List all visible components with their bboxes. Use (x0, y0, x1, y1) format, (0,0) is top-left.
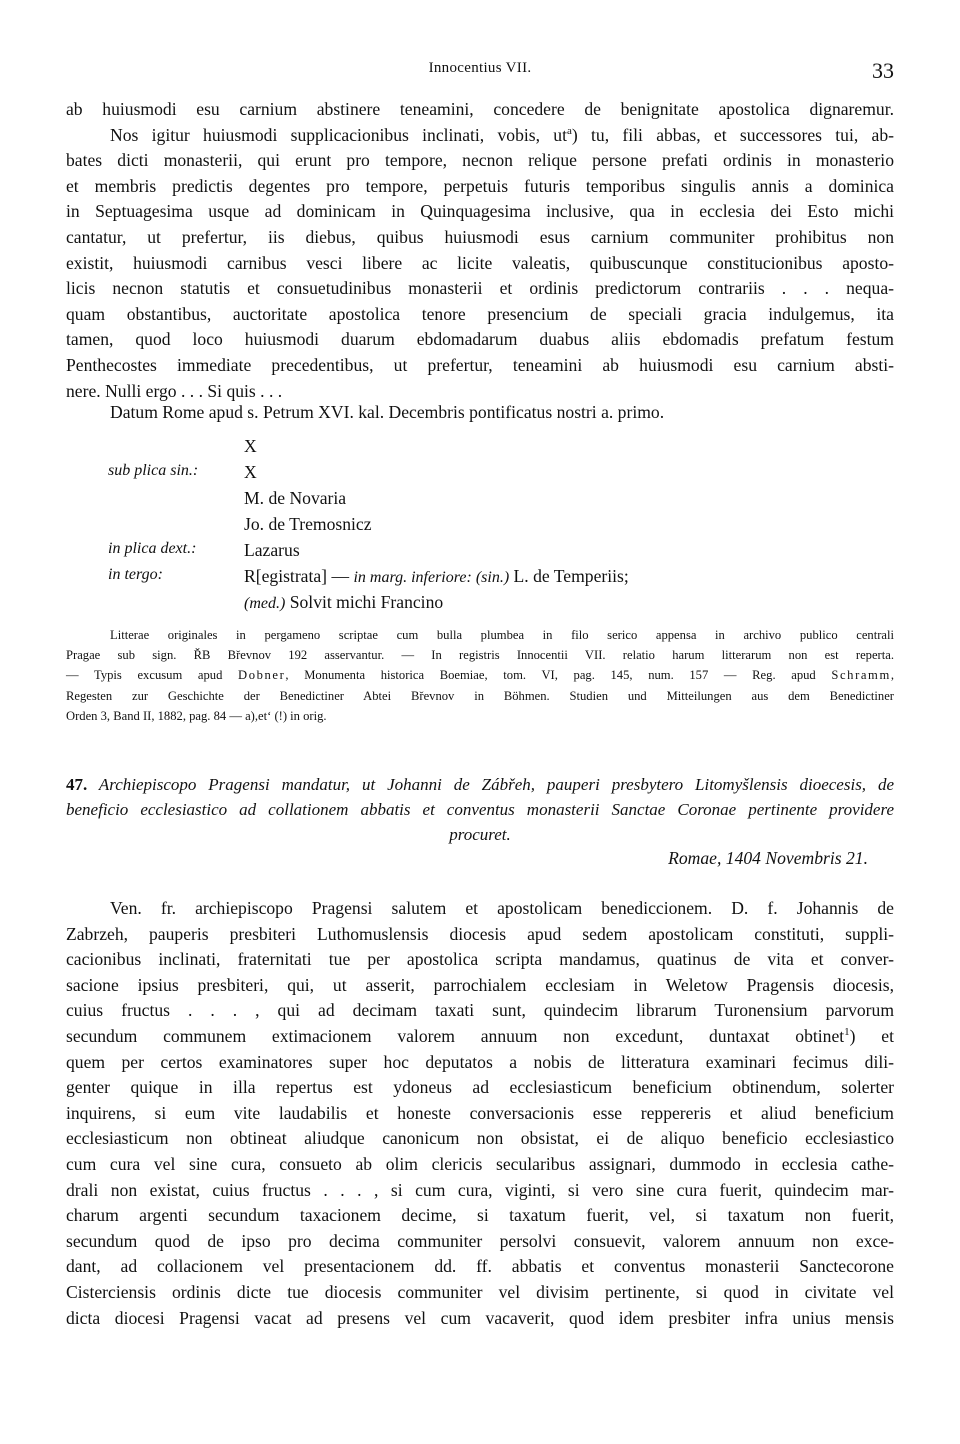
cross-mark: X (244, 436, 257, 456)
page-number: 33 (872, 58, 894, 83)
note-line (66, 665, 894, 685)
label-in-plica: in plica dext.: (108, 540, 197, 557)
running-title: Innocentius VII. (428, 60, 532, 76)
text-segment: L. de Temperiis; (513, 566, 629, 586)
text-segment: , (890, 668, 894, 683)
signature-row (0, 488, 960, 514)
signature-row (0, 592, 960, 618)
heading-line (66, 772, 894, 797)
text-segment: Nos igitur huiusmodi supplicacionibus inclinati, vobis, ut (110, 124, 567, 145)
heading-line: beneficio ecclesiastico ad collationem abbatis et conventus monasterii Sanctae Coronae pertinente providere (66, 800, 894, 819)
document-date: Romae, 1404 Novembris 21. (668, 848, 868, 868)
signature-row (0, 540, 960, 566)
text-line: inquirens, si eum vite laudabilis et honeste conversacionis esse reppereris et aliud beneficium (66, 1102, 894, 1123)
text-line: ecclesiasticum non obtineat aliudque canonicum non obsistat, ei de aliquo beneficio ecclesiastico (66, 1128, 894, 1149)
signature-row (0, 462, 960, 488)
text-line: Penthecostes immediate precedentibus, ut prefertur, teneamini ab huiusmodi esu carnium absti- (66, 354, 894, 375)
text-line: cacionibus inclinati, fraternitati tue per apostolica scripta mandamus, quatinus de vita et conver- (66, 949, 894, 970)
datum-line: Datum Rome apud s. Petrum XVI. kal. Decembris pontificatus nostri a. primo. (110, 402, 665, 422)
text-line: genter quique in illa repertus est ydoneus ad ecclesiasticum beneficium obtinendum, solerter (66, 1077, 894, 1098)
note-line: Orden 3, Band II, 1882, pag. 84 — a),et‘ (!) in orig. (66, 708, 327, 723)
solvit-note (244, 592, 443, 613)
signature-row (0, 514, 960, 540)
text-line: quam obstantibus, auctoritate apostolica tenore presencium de speciali gracia indulgemus, ita (66, 303, 894, 324)
text-line: bates dicti monasterii, qui erunt pro tempore, necnon relique persone prefati ordinis in monasterio (66, 150, 894, 171)
document-text (66, 896, 894, 1331)
signatory-novaria: M. de Novaria (244, 488, 347, 508)
registrata-note (244, 566, 629, 587)
text-line: charum argenti secundum taxacionem decime, si taxatum fuerit, vel, si taxatum non fuerit, (66, 1205, 894, 1226)
text-segment: ) et (849, 1025, 894, 1046)
text-line: secundum quod de ipso pro decima communiter persolvi consuevit, valorem annuum non exce- (66, 1230, 894, 1251)
label-sub-plica: sub plica sin.: (108, 462, 199, 479)
signatory-tremosnicz: Jo. de Tremosnicz (244, 514, 372, 534)
text-line: quem per certos examinatores super hoc deputatos a nobis de litteratura examinari fecimus dili- (66, 1051, 894, 1072)
text-segment: in marg. inferiore: (sin.) (353, 569, 510, 586)
signatory-lazarus: Lazarus (244, 540, 300, 560)
paragraph-continued (66, 97, 894, 404)
editorial-notes (66, 625, 894, 726)
text-segment: secundum communem extimacionem valorem annuum non excedunt, duntaxat obtinet (66, 1025, 845, 1046)
text-line: drali non existat, cuius fructus . . . , si cum cura, viginti, si vero sine cura fuerit, quindecim mar- (66, 1179, 894, 1200)
heading-text: Archiepiscopo Pragensi mandatur, ut Johanni de Zábřeh, pauperi presbytero Litomyšlensis dioecesis, de (98, 775, 894, 794)
cross-mark: X (244, 462, 257, 482)
author-name: Dobner (238, 668, 286, 683)
text-line: tamen, quod loco huiusmodi duarum ebdomadarum duabus aliis ebdomadis prefatum festum (66, 329, 894, 350)
heading-line: procuret. (449, 825, 511, 844)
label-in-tergo: in tergo: (108, 566, 163, 583)
text-line (66, 123, 894, 149)
text-line: sacione ipsius presbiteri, qui, ut asserit, parrochialem ecclesiam in Weletow Pragensis diocesis, (66, 974, 894, 995)
signature-row (0, 566, 960, 592)
text-segment: — Typis excusum apud (66, 668, 223, 683)
text-line: Zabrzeh, pauperis presbiteri Luthomuslensis diocesis apud sedem apostolicam constituti, suppli- (66, 923, 894, 944)
note-line: Regesten zur Geschichte der Benedictiner Abtei Břevnov in Böhmen. Studien und Mitteilungen aus dem Benedictiner (66, 688, 894, 703)
author-name: Schramm (831, 668, 891, 683)
text-line: Ven. fr. archiepiscopo Pragensi salutem et apostolicam benediccionem. D. f. Johannis de (110, 898, 894, 918)
text-segment: R[egistrata] — (244, 566, 350, 586)
text-line: cum cura vel sine cura, consueto ab olim clericis secularibus assignari, dummodo in ecclesia cathe- (66, 1153, 894, 1174)
text-line: cantatur, ut prefertur, iis diebus, quibus huiusmodi esus carnium communiter prohibitus non (66, 226, 894, 247)
note-line: Litterae originales in pergameno scriptae cum bulla plumbea in filo serico appensa in archivo publico centrali (110, 628, 894, 642)
text-segment: , Monumenta historica Boemiae, tom. VI, pag. 145, num. 157 — Reg. apud (285, 668, 816, 683)
document-number: 47. (66, 775, 88, 794)
text-line: nere. Nulli ergo . . . Si quis . . . (66, 380, 283, 401)
text-line: dant, ad collacionem vel presentacionem dd. ff. abbatis et conventus monasterii Sanctecorone (66, 1256, 894, 1277)
text-line: et membris predictis degentes pro tempore, perpetuis futuris temporibus singulis annis a dominica (66, 175, 894, 196)
signature-row (0, 436, 960, 462)
footnote-marker: 1 (844, 1026, 850, 1039)
text-line: Cisterciensis ordinis dicte tue diocesis communiter vel divisim pertinente, si quod in civitate vel (66, 1281, 894, 1302)
document-heading (66, 772, 894, 847)
text-line: cuius fructus . . . , qui ad decimam taxati sunt, quindecim librarum Turonensium parvorum (66, 1000, 894, 1021)
text-line: dicta diocesi Pragensi vacat ad presens vel cum vacaverit, quod idem presbiter infra unius mensis (66, 1307, 894, 1328)
text-line: ab huiusmodi esu carnium abstinere teneamini, concedere de benignitate apostolica dignaremur. (66, 99, 894, 119)
text-segment: (med.) (244, 595, 286, 612)
footnote-marker: a (566, 124, 572, 137)
text-line: in Septuagesima usque ad dominicam in Quinquagesima inclusive, qua in ecclesia dei Esto michi (66, 201, 894, 222)
text-line: licis necnon statutis et consuetudinibus monasterii et ordinis predictorum contrariis . . . nequa- (66, 278, 894, 299)
text-line: existit, huiusmodi carnibus vesci libere ac licite valeatis, quibuscunque constitucionibus aposto- (66, 252, 894, 273)
text-line (66, 1024, 894, 1050)
text-segment: Solvit michi Francino (289, 592, 444, 612)
text-segment: ) tu, fili abbas, et successores tui, ab- (571, 124, 894, 145)
note-line: Pragae sub sign. ŘB Břevnov 192 asservantur. — In registris Innocentii VII. relatio harum litterarum non est reperta. (66, 648, 894, 663)
